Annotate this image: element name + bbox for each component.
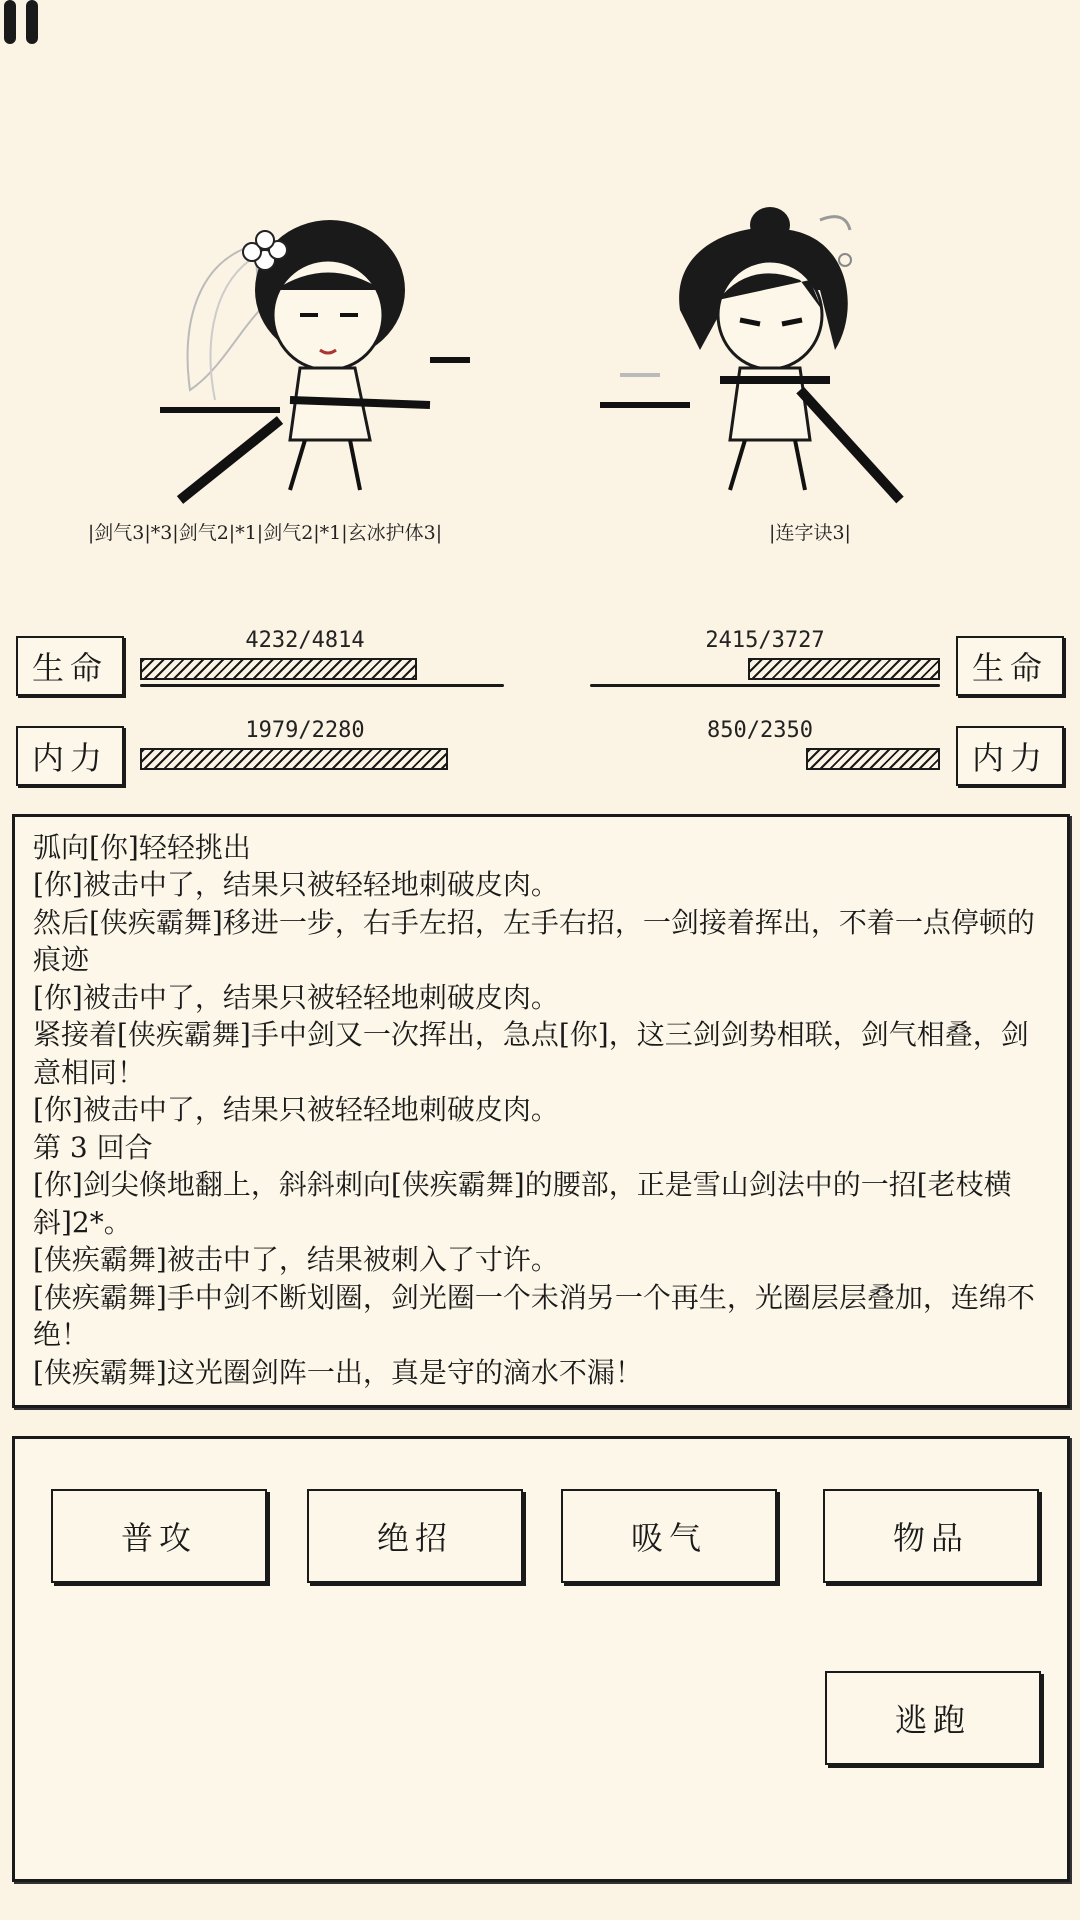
player-buff-list: |剑气3|*3|剑气2|*1|剑气2|*1|玄冰护体3|: [87, 522, 443, 544]
log-line: [你]被击中了，结果只被轻轻地刺破皮肉。: [33, 980, 559, 1014]
battle-log[interactable]: [12, 814, 1070, 1408]
pause-icon-bar-left: [4, 0, 16, 44]
log-line: 然后[侠疾霸舞]移进一步，右手左招，左手右招，一剑接着挥出，不着一点停顿的痕迹: [33, 905, 1035, 976]
pause-icon-bar-right: [26, 0, 38, 44]
player-mp-bar: [140, 748, 500, 770]
enemy-mp-label: 内力: [956, 726, 1064, 786]
enemy-hp-value: 2415/3727: [705, 628, 825, 653]
items-button[interactable]: 物品: [823, 1489, 1039, 1583]
flee-button[interactable]: 逃跑: [825, 1671, 1041, 1765]
log-line: [你]被击中了，结果只被轻轻地刺破皮肉。: [33, 1093, 559, 1126]
log-line: [侠疾霸舞]被击中了，结果被刺入了寸许。: [33, 1243, 559, 1276]
log-line: 弧向[你]轻轻挑出: [33, 830, 251, 864]
enemy-hp-fill: [748, 658, 940, 680]
log-line: [你]被击中了，结果只被轻轻地刺破皮肉。: [33, 868, 559, 901]
enemy-character-sprite: [600, 200, 920, 520]
log-line: 紧接着[侠疾霸舞]手中剑又一次挥出，急点[你]，这三剑剑势相联，剑气相叠，剑意相同！: [33, 1018, 1029, 1089]
battle-log-content: [33, 829, 1051, 1392]
log-line: [你]剑尖倏地翻上，斜斜刺向[侠疾霸舞]的腰部，正是雪山剑法中的一招[老枝横斜]2*。: [33, 1168, 1012, 1239]
action-panel: [12, 1436, 1070, 1882]
player-hp-baseline: [140, 684, 504, 687]
player-hp-bar: [140, 658, 500, 680]
log-line: 第 3 回合: [33, 1130, 153, 1164]
attack-button[interactable]: 普攻: [51, 1489, 267, 1583]
enemy-hp-label: 生命: [956, 636, 1064, 696]
player-mp-value: 1979/2280: [245, 718, 365, 743]
log-line: [侠疾霸舞]这光圈剑阵一出，真是守的滴水不漏！: [33, 1355, 643, 1389]
player-mp-fill: [140, 748, 448, 770]
player-hp-value: 4232/4814: [245, 628, 365, 653]
player-hp-label: 生命: [16, 636, 124, 696]
enemy-mp-fill: [806, 748, 940, 770]
pause-button[interactable]: [0, 0, 44, 46]
enemy-buff-list: |连字诀3|: [769, 522, 851, 544]
log-line: [侠疾霸舞]手中剑不断划圈，剑光圈一个未消另一个再生，光圈层层叠加，连绵不绝！: [33, 1280, 1035, 1351]
player-mp-label: 内力: [16, 726, 124, 786]
enemy-hp-bar: [590, 658, 940, 680]
ultimate-button[interactable]: 绝招: [307, 1489, 523, 1583]
player-character-sprite: [160, 200, 470, 520]
breathe-button[interactable]: 吸气: [561, 1489, 777, 1583]
player-hp-fill: [140, 658, 417, 680]
enemy-hp-baseline: [590, 684, 940, 687]
enemy-mp-value: 850/2350: [707, 718, 813, 743]
enemy-mp-bar: [590, 748, 940, 770]
